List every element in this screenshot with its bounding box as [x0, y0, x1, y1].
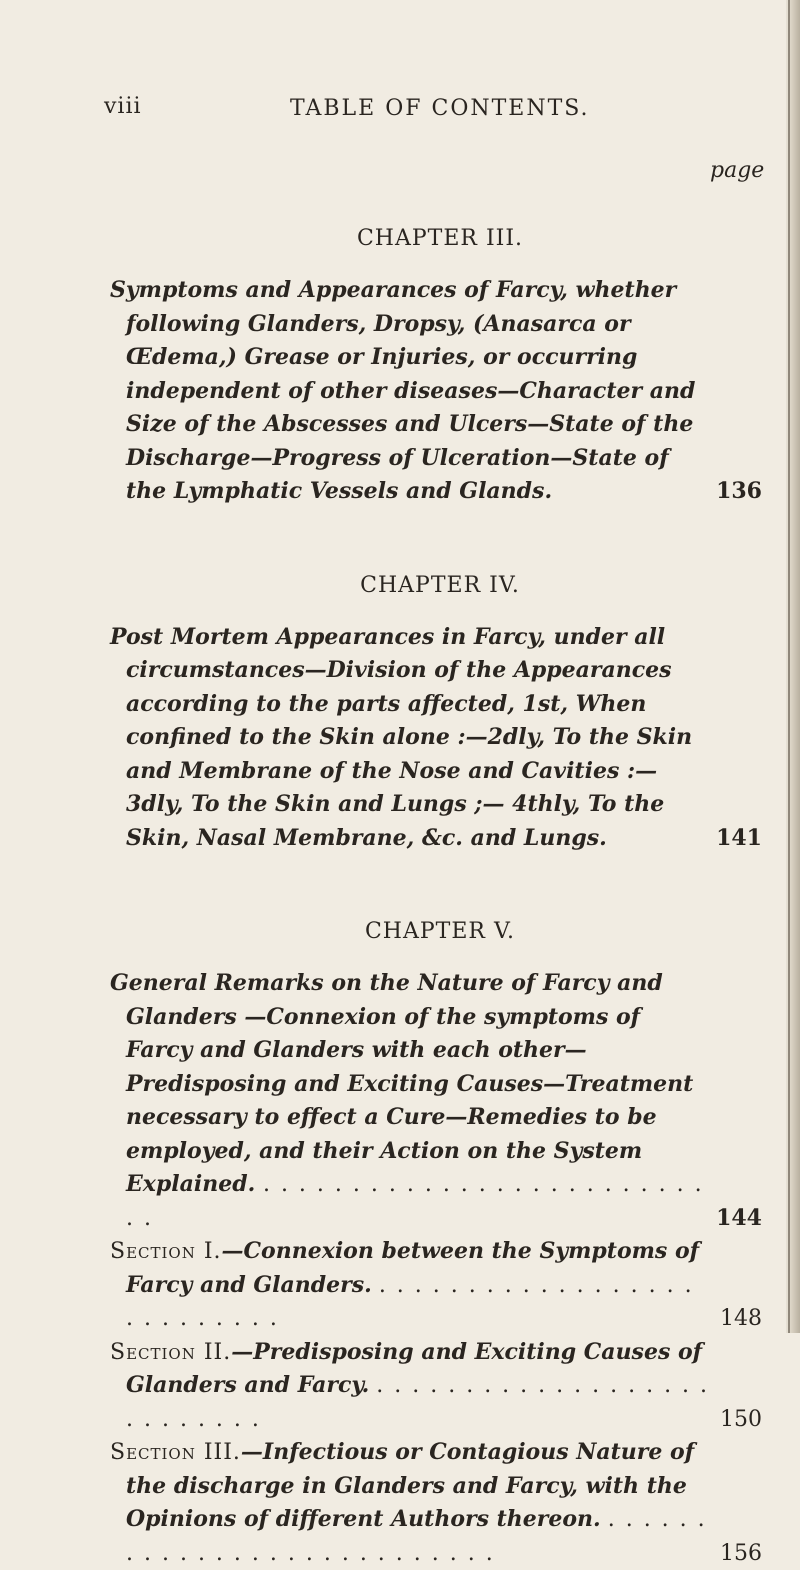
chapter-3-entry[interactable]: [110, 274, 770, 509]
page-edge-line: [788, 0, 790, 1333]
chapter-heading-4: CHAPTER IV.: [110, 573, 770, 601]
section-3-title: —Infectious or Contagious Nature of the discharge in Glanders and Farcy, with the Opinions of different Authors thereon.: [126, 1439, 694, 1532]
chapter-3-page: 136: [732, 475, 762, 509]
chapter-heading-5: CHAPTER V.: [110, 919, 770, 947]
section-3-page: 156: [736, 1537, 762, 1570]
leader-dots: . . . . . . . . . . . . . . . . . . . . . . . . . . .: [126, 1507, 707, 1566]
folio-number: viii: [104, 94, 142, 119]
chapter-5-text: General Remarks on the Nature of Farcy and Glanders —Connexion of the symptoms of Farcy and Glanders with each other—Predisposing and Exciting Causes—Treatment necessary to effect a Cure—Remedies to be employed, and their Action on the System Explained.: [110, 970, 693, 1197]
section-1-page: 148: [736, 1302, 762, 1336]
section-2-label: Section II.: [110, 1340, 231, 1365]
section-1-entry[interactable]: [110, 1235, 770, 1336]
leader-dots: . . . . . . . . . . . . . . . . . . . . . . . . . . .: [126, 1172, 704, 1231]
toc-content: [110, 200, 770, 1570]
leader-dots: . . . . . . . . . . . . . . . . . . . . . . . . . . .: [126, 1273, 694, 1332]
chapter-heading-3: CHAPTER III.: [110, 226, 770, 254]
chapter-4-entry[interactable]: [110, 621, 770, 856]
section-1-title: —Connexion between the Symptoms of Farcy and Glanders.: [126, 1238, 699, 1298]
section-2-page: 150: [736, 1403, 762, 1437]
section-3-entry[interactable]: [110, 1436, 770, 1570]
page-column-label: page: [710, 158, 764, 183]
running-title: TABLE OF CONTENTS.: [290, 96, 590, 121]
section-3-label: Section III.: [110, 1440, 241, 1465]
chapter-4-text: Post Mortem Appearances in Farcy, under all circumstances—Division of the Appearances according to the parts affected, 1st, When confined to the Skin alone :—2dly, To the Skin and Membrane of the Nose and Cavities :—3dly, To the Skin and Lungs ;— 4thly, To the Skin, Nasal Membrane, &c. and Lungs.: [110, 624, 692, 851]
chapter-4-page: 141: [732, 822, 762, 856]
chapter-5-entry[interactable]: [110, 967, 770, 1235]
chapter-3-text: Symptoms and Appearances of Farcy, whether following Glanders, Dropsy, (Anasarca or Œdema,) Grease or Injuries, or occurring independent of other diseases—Character and Size of the Abscesses and Ulcers—State of the Discharge—Progress of Ulceration—State of the Lymphatic Vessels and Glands.: [110, 277, 695, 504]
leader-dots: . . . . . . . . . . . . . . . . . . . . . . . . . . .: [126, 1373, 709, 1432]
page-header: [0, 94, 800, 134]
section-2-title: —Predisposing and Exciting Causes of Glanders and Farcy.: [126, 1339, 702, 1399]
chapter-5-page: 144: [732, 1202, 762, 1236]
section-1-label: Section I.: [110, 1239, 222, 1264]
section-2-entry[interactable]: [110, 1336, 770, 1437]
